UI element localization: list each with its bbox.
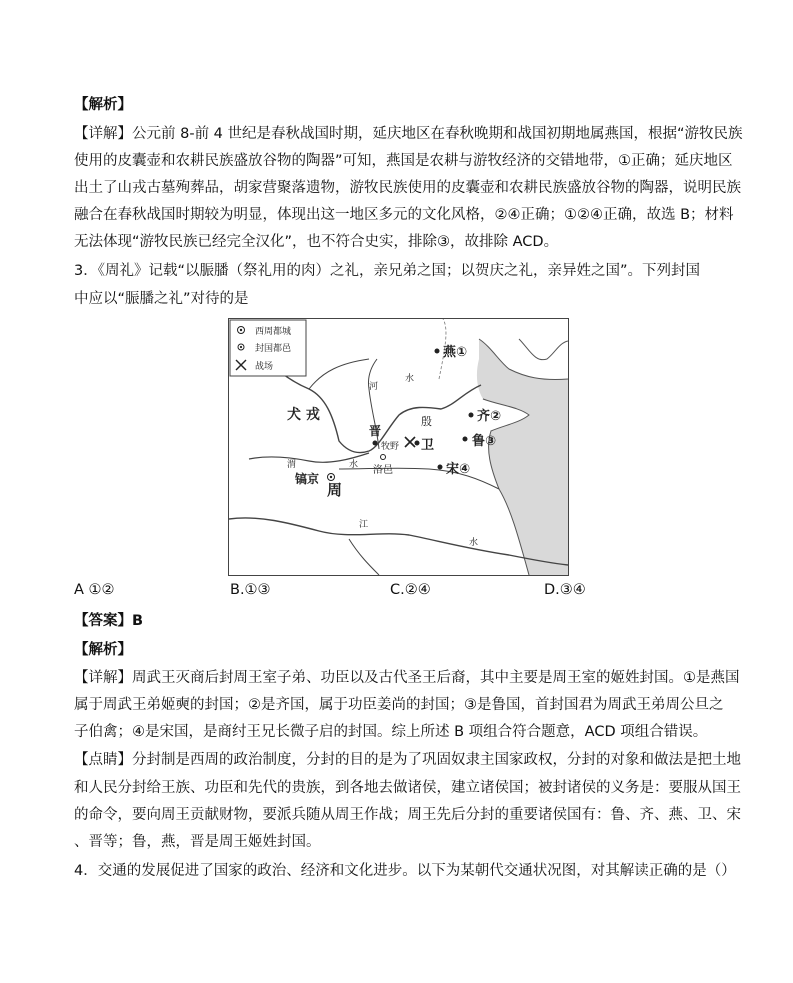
label-quanrong: 犬 戎: [287, 407, 320, 423]
analysis-heading: 【解析】: [74, 97, 132, 113]
marker-lu: [463, 437, 468, 442]
key-point-line-2: 和人民分封给王族、功臣和先代的贵族，到各地去做诸侯，建立诸侯国；被封诸侯的义务是：要服从国王: [74, 780, 741, 796]
yangtze-tributary: [349, 539, 379, 575]
option-a[interactable]: A ①②: [74, 582, 115, 598]
key-point-line-1: 【点睛】分封制是西周的政治制度，分封的目的是为了巩固奴隶主国家政权，分封的对象和做法是把土地: [74, 752, 741, 768]
key-point-line-3: 的命令，要向周王贡献财物，要派兵随从周王作战；周王先后分封的重要诸侯国有：鲁、齐、燕、卫、宋: [74, 807, 741, 823]
western-zhou-map: [228, 318, 569, 576]
detail-line-2: 使用的皮囊壶和农耕民族盛放谷物的陶器”可知，燕国是农耕与游牧经济的交错地带，①正确；延庆地区: [74, 153, 733, 169]
label-haojing: 镐京: [295, 472, 320, 486]
marker-jin: [373, 441, 378, 446]
question-3-line-2: 中应以“脤膰之礼”对待的是: [74, 291, 249, 307]
marker-song: [438, 465, 443, 470]
label-shui-2: 水: [469, 538, 479, 548]
option-c[interactable]: C.②④: [390, 582, 431, 598]
huai-river: [339, 468, 499, 489]
map-legend: [230, 320, 306, 376]
marker-luoyi: [381, 455, 386, 460]
label-muye: 牧野: [381, 442, 400, 452]
label-he: 河: [369, 382, 379, 392]
label-wei: 卫: [421, 438, 435, 453]
marker-qi: [469, 413, 474, 418]
label-shui-3: 水: [405, 374, 415, 384]
battlefield-icon: [405, 437, 415, 447]
answer-options: [74, 582, 724, 608]
label-jiang: 江: [359, 520, 369, 530]
label-song: 宋④: [446, 462, 471, 477]
label-yin: 殷: [421, 415, 432, 428]
detail-line-1: 【详解】公元前 8-前 4 世纪是春秋战国时期，延庆地区在春秋晚期和战国初期地属燕国，根据“游牧民族: [74, 126, 743, 142]
option-b[interactable]: B.①③: [230, 582, 271, 598]
label-luoyi: 洛邑: [373, 465, 393, 476]
detail-line-3: 出土了山戎古墓殉葬品，胡家营聚落遗物，游牧民族使用的皮囊壶和农耕民族盛放谷物的陶器，说明民族: [74, 180, 741, 196]
label-shui-1: 水: [349, 460, 359, 470]
answer-detail-line-1: 【详解】周武王灭商后封周王室子弟、功臣以及古代圣王后裔，其中主要是周王室的姬姓封国。①是燕国: [74, 670, 740, 686]
label-wei-river: 渭: [287, 460, 297, 470]
marker-yan: [435, 349, 440, 354]
marker-wei: [415, 441, 420, 446]
answer-heading: 【答案】B: [74, 613, 144, 629]
label-qi: 齐②: [477, 409, 502, 424]
legend-capital-label: 西周都城: [255, 327, 292, 337]
option-d[interactable]: D.③④: [544, 582, 586, 598]
label-zhou: 周: [327, 481, 343, 499]
coastline-liaodong: [519, 339, 568, 360]
map-svg: [229, 319, 568, 575]
key-point-line-4: 、晋等；鲁，燕，晋是周王姬姓封国。: [74, 834, 321, 850]
river-branch: [309, 359, 369, 389]
legend-battlefield-label: 战场: [255, 362, 274, 372]
legend-fief-label: 封国都邑: [255, 344, 292, 354]
answer-detail-line-2: 属于周武王弟姬奭的封国；②是齐国，属于功臣姜尚的封国；③是鲁国，首封国君为周武王弟周公旦之: [74, 697, 724, 713]
analysis-heading-2: 【解析】: [74, 642, 132, 658]
answer-detail-line-3: 子伯禽；④是宋国，是商纣王兄长微子启的封国。综上所述 B 项组合符合题意，ACD 项组合错误。: [74, 724, 708, 740]
question-3-line-1: 3．《周礼》记载“以脤膰（祭礼用的肉）之礼，亲兄弟之国；以贺庆之礼，亲异姓之国”。下列封国: [74, 263, 700, 279]
detail-line-5: 无法体现“游牧民族已经完全汉化”，也不符合史实，排除③，故排除 ACD。: [74, 234, 559, 250]
detail-line-4: 融合在春秋战国时期较为明显，体现出这一地区多元的文化风格，②④正确；①②④正确，故选 B；材料: [74, 207, 734, 223]
label-yan: 燕①: [443, 345, 468, 360]
question-4-line: 4．交通的发展促进了国家的政治、经济和文化进步。以下为某朝代交通状况图，对其解读正确的是（）: [74, 863, 736, 879]
label-lu: 鲁③: [472, 434, 497, 449]
label-jin: 晋: [369, 424, 382, 438]
